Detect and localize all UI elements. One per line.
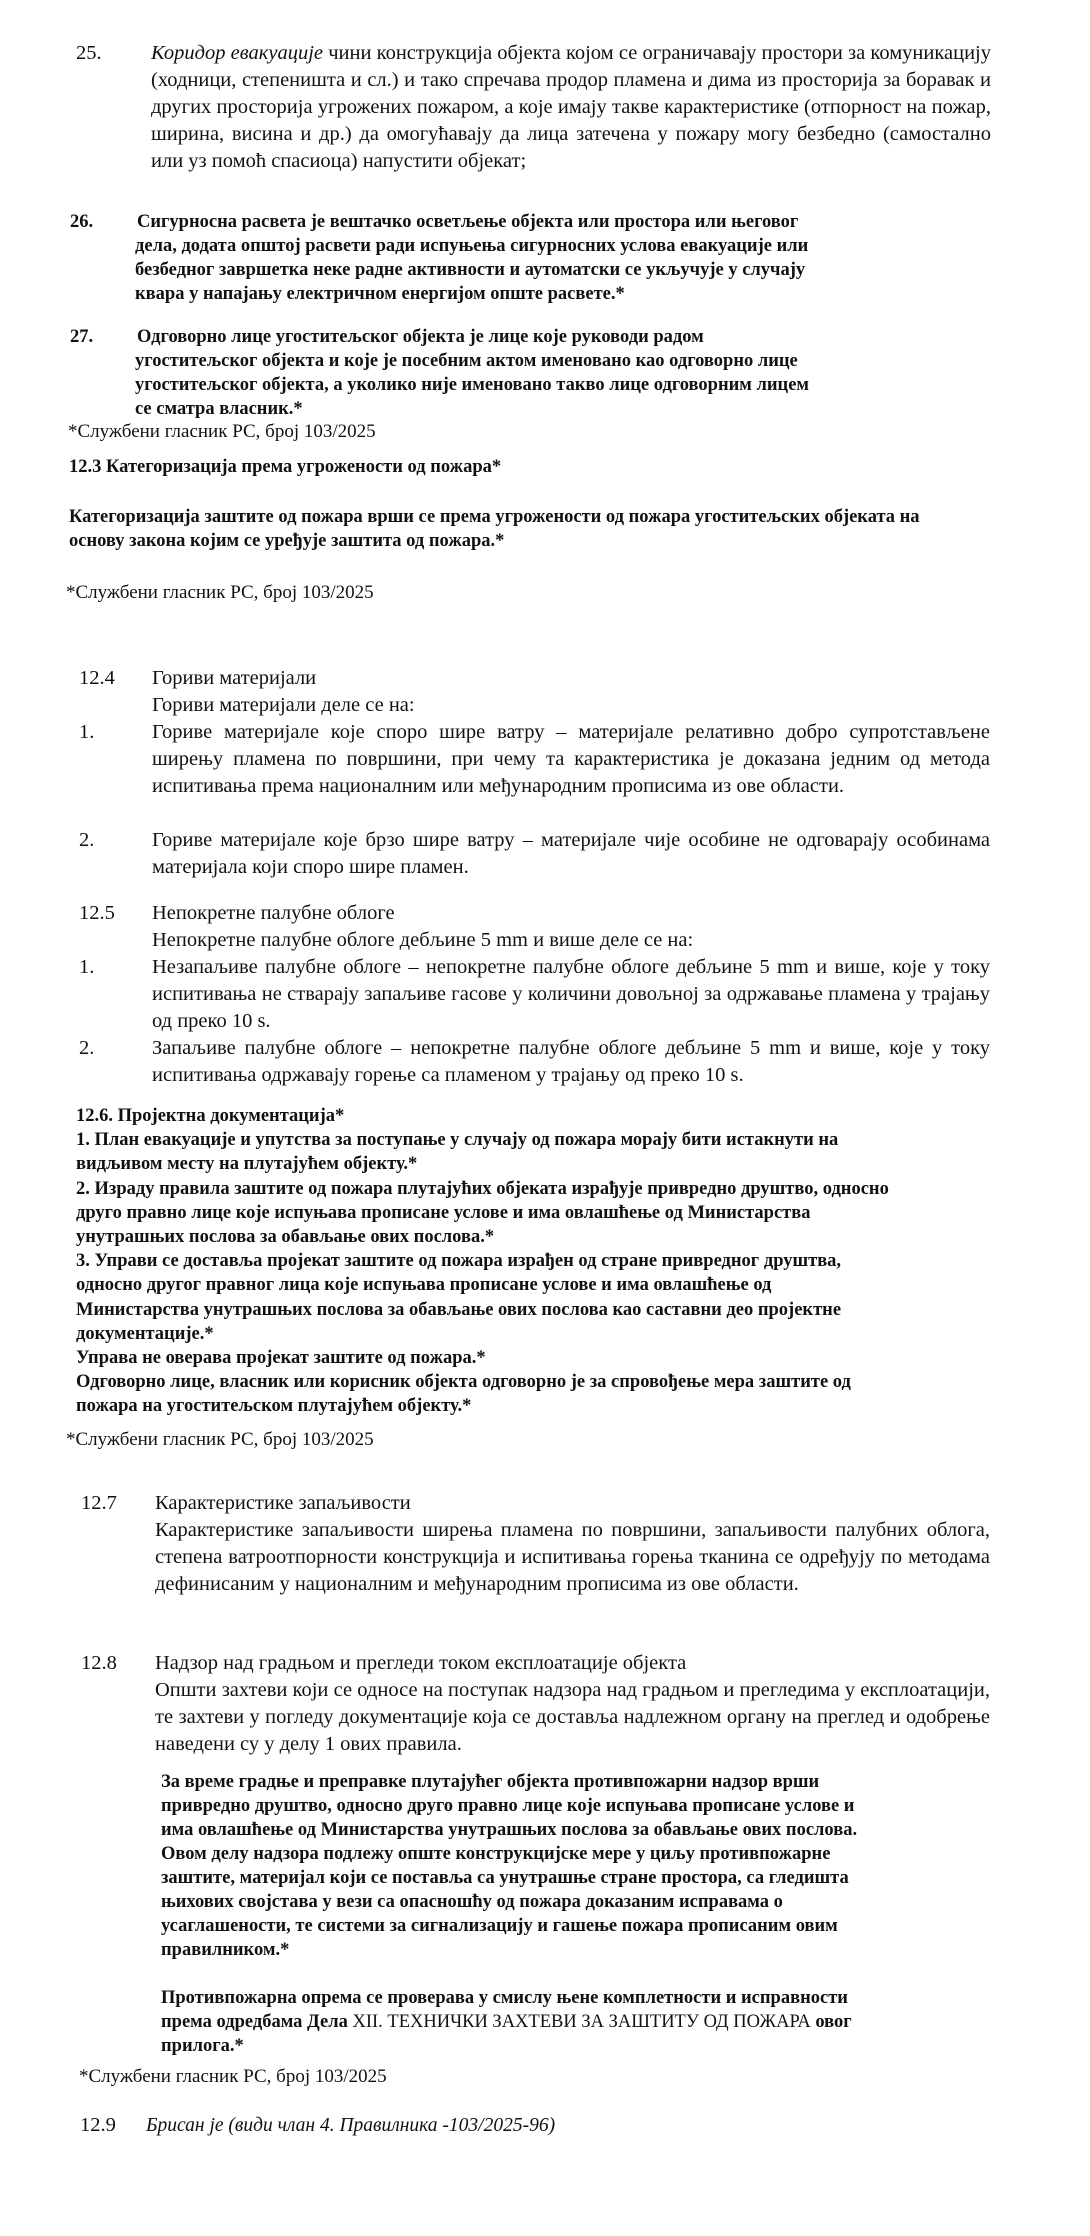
item-number: 1. <box>79 721 95 743</box>
section-12-8-supervision <box>161 1770 857 2058</box>
definition-line: се сматра власник.* <box>135 399 303 419</box>
section-title: Карактеристике запаљивости <box>155 1492 411 1514</box>
body-line: Управа не оверава пројекат заштите од пожара.* <box>76 1348 486 1369</box>
definition-term: Коридор евакуације <box>151 42 324 64</box>
body-line: привредно друштво, односно друго правно лице које испуњава прописане услове и <box>161 1796 855 1816</box>
item-text: Гориве материјале које споро шире ватру – материјале релативно добро супротстављене ширењу пламена по површини, при чему та карактеристика је доказана једним од метода испитивања према националним или међународним прописима из ове области. <box>152 721 990 797</box>
body-line: видљивом месту на плутајућем објекту.* <box>76 1154 418 1175</box>
section-number: 12.4 <box>79 667 115 689</box>
section-intro: Непокретне палубне облоге дебљине 5 mm и више деле се на: <box>152 929 694 951</box>
body-line: унутрашњих послова за обављање ових послова.* <box>76 1227 495 1248</box>
body-line: прилога.* <box>161 2036 244 2056</box>
section-text: Карактеристике запаљивости ширења пламена по површини, запаљивости палубних облога, степена ватроотпорности конструкција и испитивања горења тканина се одређују по методама дефинисаним у националним и међународним прописима из ове области. <box>155 1519 990 1595</box>
item-number: 2. <box>79 829 95 851</box>
body-line: Категоризација заштите од пожара врши се према угрожености од пожара угоститељских објеката на <box>69 507 920 527</box>
footnote: *Службени гласник РС, број 103/2025 <box>68 421 376 442</box>
section-intro: Гориви материјали деле се на: <box>152 694 415 716</box>
section-number: 12.7 <box>81 1492 117 1514</box>
definition-number: 25. <box>76 42 102 64</box>
section-title: Надзор над градњом и прегледи током експлоатације објекта <box>155 1652 687 1674</box>
body-line: Противпожарна опрема се проверава у смислу њене комплетности и исправности <box>161 1988 848 2008</box>
section-12-3-heading: 12.3 Категоризација према угрожености од пожара* <box>69 457 502 477</box>
body-line: Министарства унутрашњих послова за обављање ових послова као саставни део пројектне <box>76 1299 842 1320</box>
section-text: Брисан је (види члан 4. Правилника -103/2025-96) <box>146 2115 556 2136</box>
body-text: овог <box>810 2012 852 2032</box>
section-title: Непокретне палубне облоге <box>152 902 395 924</box>
body-line: Одговорно лице, власник или корисник објекта одговорно је за спровођење мера заштите од <box>76 1372 851 1393</box>
body-line: 1. План евакуације и упутства за поступање у случају од пожара морају бити истакнути на <box>76 1130 839 1151</box>
definition-line: угоститељског објекта и које је посебним актом именовано као одговорно лице <box>135 351 798 371</box>
section-reference: XII. ТЕХНИЧКИ ЗАХТЕВИ ЗА ЗАШТИТУ ОД ПОЖАРА <box>352 2012 811 2032</box>
body-line: пожара на угоститељском плутајућем објекту.* <box>76 1396 472 1417</box>
definition-number: 26. <box>70 212 94 232</box>
body-text: према одредбама Дела <box>161 2012 353 2032</box>
item-number: 1. <box>79 956 95 978</box>
definition-line: угоститељског објекта, а уколико није именовано такво лице одговорним лицем <box>135 375 810 395</box>
section-12-3-body <box>69 505 920 553</box>
item-text: Гориве материјале које брзо шире ватру – материјале чије особине не одговарају особинама материјала који споро шире пламен. <box>152 829 990 878</box>
definition-line: дела, додата општој расвети ради испуњења сигурносних услова евакуације или <box>135 236 809 256</box>
item-number: 2. <box>79 1037 95 1059</box>
section-title: Гориви материјали <box>152 667 317 689</box>
body-line: односно другог правног лица које испуњава прописане услове и има овлашћење од <box>76 1275 772 1296</box>
body-line: заштите, материјал који се поставља са унутрашње стране простора, са гледишта <box>161 1868 849 1888</box>
section-12-6 <box>76 1104 889 1419</box>
section-heading: 12.6. Пројектна документација* <box>76 1106 345 1126</box>
body-line: основу закона којим се уређује заштита од пожара.* <box>69 531 505 551</box>
definition-line: квара у напајању електричном енергијом опште расвете.* <box>135 284 625 304</box>
footnote: *Службени гласник РС, број 103/2025 <box>66 582 374 603</box>
body-line: За време градње и преправке плутајућег објекта противпожарни надзор врши <box>161 1772 820 1792</box>
definition-text <box>151 40 991 175</box>
body-line: 3. Управи се доставља пројекат заштите од пожара израђен од стране привредног друштва, <box>76 1251 842 1272</box>
section-number: 12.9 <box>80 2114 116 2136</box>
body-line: има овлашћење од Министарства унутрашњих послова за обављање ових послова. <box>161 1820 858 1840</box>
body-line: правилником.* <box>161 1940 290 1960</box>
footnote: *Службени гласник РС, број 103/2025 <box>79 2066 387 2087</box>
section-number: 12.8 <box>81 1652 117 1674</box>
body-line: 2. Израду правила заштите од пожара плутајућих објеката израђује привредно друштво, односно <box>76 1178 889 1199</box>
section-text: Општи захтеви који се односе на поступак надзора над градњом и прегледима у експлоатацији, те захтеви у погледу документације која се доставља надлежном органу на преглед и одобрење наведени су у делу 1 ових правила. <box>155 1679 990 1755</box>
item-text: Запаљиве палубне облоге – непокретне палубне облоге дебљине 5 mm и више, које у току испитивања одржавају горење са пламеном у трајању од преко 10 s. <box>152 1037 990 1086</box>
body-line: друго правно лице које испуњава прописане услове и има овлашћење од Министарства <box>76 1202 811 1223</box>
body-line: њихових својстава у вези са опасношћу од пожара доказаним исправама о <box>161 1892 783 1912</box>
section-number: 12.5 <box>79 902 115 924</box>
body-line <box>161 2010 857 2034</box>
item-text: Незапаљиве палубне облоге – непокретне палубне облоге дебљине 5 mm и више, које у току испитивања не стварају запаљиве гасове у количини довољној за одржавање пламена у трајању од преко 10 s. <box>152 956 990 1032</box>
body-line: документације.* <box>76 1323 214 1344</box>
spacer <box>161 1962 857 1986</box>
definition-line: Сигурносна расвета је вештачко осветљење објекта или простора или његовог <box>137 212 799 232</box>
body-line: усаглашености, те системи за сигнализацију и гашење пожара прописаним овим <box>161 1916 838 1936</box>
definition-line: безбедног завршетка неке радне активности и аутоматски се укључује у случају <box>135 260 806 280</box>
definition-number: 27. <box>70 327 94 347</box>
footnote: *Службени гласник РС, број 103/2025 <box>66 1429 374 1450</box>
definition-line: Одговорно лице угоститељског објекта је лице које руководи радом <box>137 327 704 347</box>
definition-body: чини конструкција објекта којом се ограничавају простори за комуникацију (ходници, степеништа и сл.) и тако спречава продор пламена и дима из просторија за боравак и других просторија угрожених пожаром, а које имају такве карактеристике (отпорност на пожар, ширина, висина и др.) да омогућавају да лица затечена у пожару могу безбедно (самостално или уз помоћ спасиоца) напустити објекат; <box>151 42 991 172</box>
body-line: Овом делу надзора подлежу опште конструкцијске мере у циљу противпожарне <box>161 1844 831 1864</box>
